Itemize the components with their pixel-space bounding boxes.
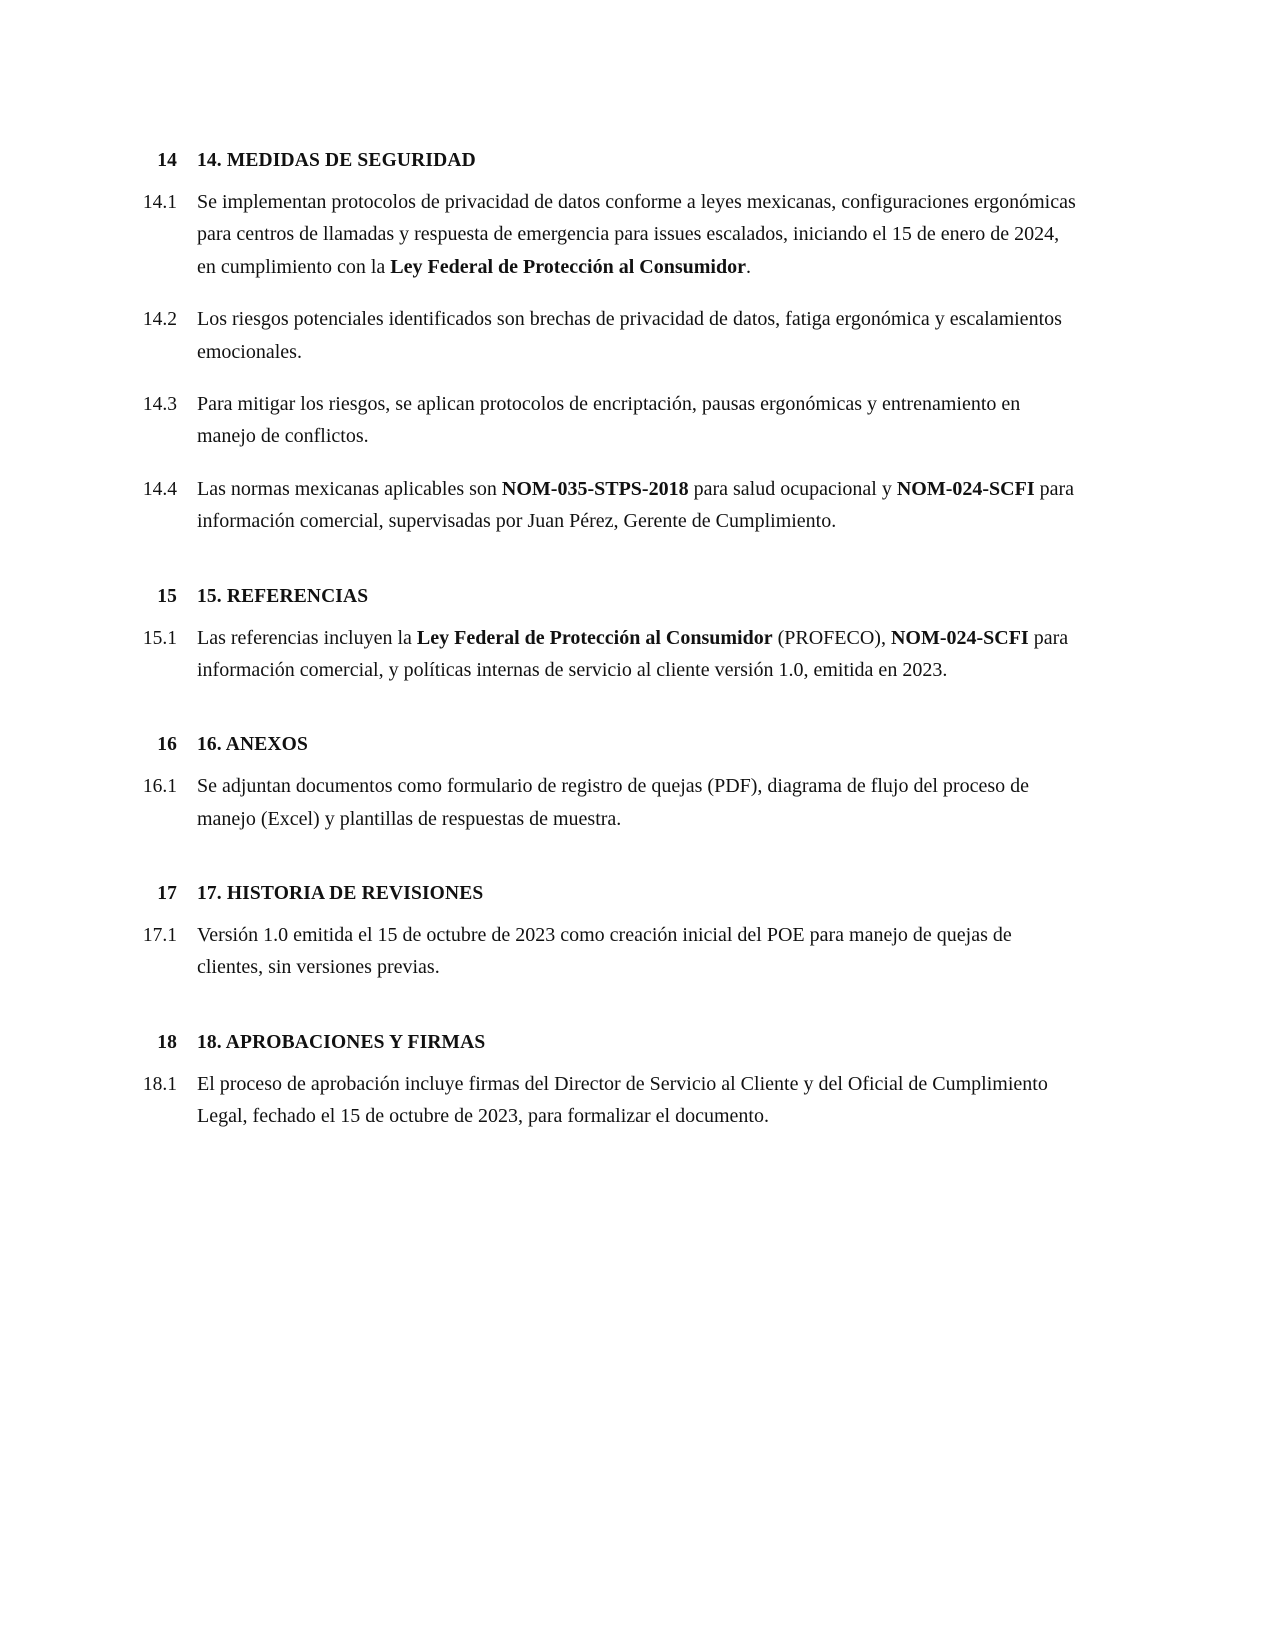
clause-text-run: Se implementan protocolos de privacidad de datos conforme a leyes mexicanas, configuraciones ergonómicas para centros de llamadas y respuesta de emergencia para issues escalados, iniciando el 15 de enero de 2024, en cumplimiento con la — [197, 191, 1076, 278]
clause-text-run: Los riesgos potenciales identificados son brechas de privacidad de datos, fatiga ergonómica y escalamientos emocionales. — [197, 308, 1062, 363]
clause — [135, 186, 1080, 283]
clause-text — [197, 622, 1080, 687]
clause-number: 14.1 — [142, 192, 177, 213]
clause — [135, 919, 1080, 984]
clause-text-emphasis: NOM-024-SCFI — [896, 477, 1035, 500]
section-number: 16 — [157, 734, 177, 756]
clause-number: 14.3 — [142, 393, 177, 415]
section-group — [135, 883, 1080, 984]
clause-text-run: Para mitigar los riesgos, se aplican protocolos de encriptación, pausas ergonómicas y entrenamiento en manejo de conflictos. — [197, 392, 1021, 448]
section-group — [135, 150, 1080, 538]
clause-text — [197, 303, 1080, 368]
clause-text-run: para información comercial, supervisadas por Juan Pérez, Gerente de Cumplimiento. — [197, 477, 1075, 533]
clause-text-emphasis: NOM-024-SCFI — [890, 626, 1029, 649]
clause-text-run: El proceso de aprobación incluye firmas del Director de Servicio al Cliente y del Oficial de Cumplimiento Legal, fechado el 15 de octubre de 2023, para formalizar el documento. — [197, 1072, 1048, 1128]
clause-text — [197, 1068, 1080, 1133]
clause-number: 17.1 — [142, 925, 177, 947]
clause-text-emphasis: Ley Federal de Protección al Consumidor — [390, 255, 746, 278]
clause-number: 14.4 — [142, 478, 177, 500]
section-group — [135, 586, 1080, 687]
section-heading — [135, 150, 1080, 172]
section-heading — [135, 586, 1080, 608]
clause — [135, 1068, 1080, 1133]
clause-number: 16.1 — [142, 776, 177, 798]
clause — [135, 622, 1080, 687]
clause-text — [197, 186, 1080, 283]
clause-text — [197, 919, 1080, 984]
clause-text-emphasis: Ley Federal de Protección al Consumidor — [416, 626, 773, 649]
clause-text — [197, 388, 1080, 453]
section-number: 17 — [157, 883, 177, 905]
clause-text-run: Se adjuntan documentos como formulario de registro de quejas (PDF), diagrama de flujo del proceso de manejo (Excel) y plantillas de respuestas de muestra. — [197, 775, 1029, 830]
section-number: 14 — [157, 150, 177, 171]
clause-text-run: (PROFECO), — [772, 626, 891, 649]
section-title: 14. MEDIDAS DE SEGURIDAD — [197, 150, 476, 171]
clause — [135, 770, 1080, 835]
section-title: 18. APROBACIONES Y FIRMAS — [197, 1031, 486, 1053]
clause-text — [197, 473, 1080, 538]
section-number: 18 — [157, 1031, 177, 1053]
clause — [135, 473, 1080, 538]
section-title: 15. REFERENCIAS — [197, 585, 369, 607]
clause — [135, 303, 1080, 368]
clause-text-run: Las normas mexicanas aplicables son — [197, 477, 502, 500]
section-number: 15 — [157, 585, 177, 607]
clause-text-run: . — [745, 255, 751, 278]
clause-text — [197, 770, 1080, 835]
clause-text-emphasis: NOM-035-STPS-2018 — [501, 477, 689, 500]
section-heading — [135, 883, 1080, 905]
clause-text-run: para salud ocupacional y — [688, 477, 897, 500]
clause — [135, 388, 1080, 453]
section-title: 16. ANEXOS — [197, 734, 308, 756]
clause-text-run: para información comercial, y políticas internas de servicio al cliente versión 1.0, emitida en 2023. — [197, 626, 1069, 681]
section-title: 17. HISTORIA DE REVISIONES — [197, 883, 484, 905]
clause-text-run: Versión 1.0 emitida el 15 de octubre de 2023 como creación inicial del POE para manejo de quejas de clientes, sin versiones previas. — [197, 924, 1012, 979]
document-body — [135, 150, 1080, 1133]
clause-number: 14.2 — [142, 309, 177, 331]
section-group — [135, 734, 1080, 835]
section-heading — [135, 1032, 1080, 1054]
clause-text-run: Las referencias incluyen la — [197, 626, 417, 649]
section-heading — [135, 734, 1080, 756]
section-group — [135, 1032, 1080, 1133]
clause-number: 15.1 — [142, 627, 177, 649]
clause-number: 18.1 — [142, 1073, 177, 1095]
